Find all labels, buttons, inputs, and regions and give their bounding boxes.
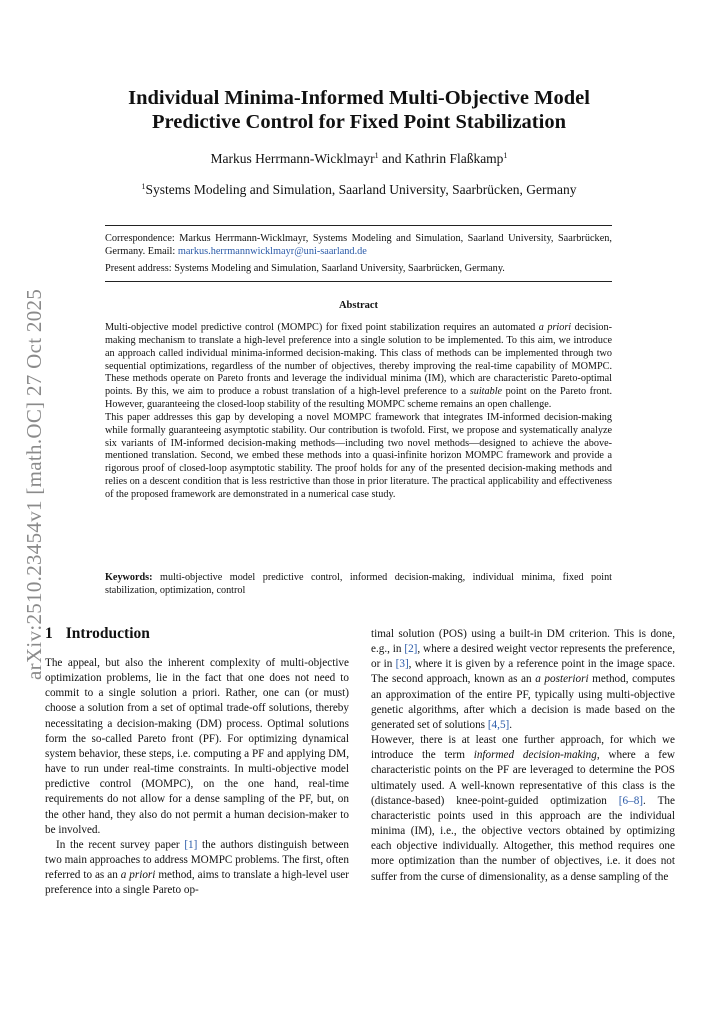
text-span: decision-making mechanism to translate a high-level preference into a single solution to be implemented. To this aim, we introduce an approach called individual minima-informed decision-making. This class of methods can be implemented through two sequential optimizations, regardless of the number of objectives, thereby improving the real-time capability of MOMPC. These methods operate on Pareto fronts and leverage the individual minima (IM), which are characteristic Pareto-optimal points. By this, we aim to produce a robust translation of a high-level preference to a [105,322,612,398]
right-column [371,627,675,885]
text-span: Multi-objective model predictive control (MOMPC) for fixed point stabilization requires an automated [105,322,539,333]
body-paragraph: The appeal, but also the inherent complexity of multi-objective optimization problems, lie in the fact that one does not need to commit to a single solution a priori. Rather, one can (or must) choose a solution from a set of optimal trade-off solutions, thereby necessitating a decision-making (DM) process. Optimal solutions form the so-called Pareto front (PF). For optimizing dynamical system behavior, these steps, i.e. computing a PF and applying DM, have to run under real-time constraints. In multi-objective model predictive control (MOMPC), on the one hand, real-time requirements do not allow for a dense sampling of the PF, but, on the other hand, they also do not permit a human decision-maker to be involved. [45,657,349,836]
citation-link[interactable]: [1] [184,838,198,851]
text-span: point on the Pareto front. However, guaranteeing the closed-loop stability of the resulting MOMPC scheme remains an open challenge. [105,386,612,411]
text-span: However, there is at least one further approach, for which we introduce the term [371,734,675,762]
citation-link[interactable]: 5] [499,718,510,731]
abstract-body [105,322,612,502]
top-rule [105,225,612,226]
keywords-text: multi-objective model predictive control, informed decision-making, individual minima, fixed point stabilization, optimization, control [105,572,612,596]
text-span: , where a desired weight vector represents the preference, or in [371,643,676,671]
paper-title: Individual Minima-Informed Multi-Objective Model Predictive Control for Fixed Point Stabilization [128,87,590,133]
citation-link[interactable]: [2] [404,643,418,656]
section-heading [45,625,150,643]
bottom-rule [105,281,612,282]
section-title: Introduction [65,625,150,642]
text-span: , where a few characteristic points on the PF are leveraged to determine the POS ultimately used. A well-known representative of this class is the (distance-based) knee-point-guided optimization [371,749,675,807]
affiliation-marker: 1 [374,151,379,160]
keywords [105,572,612,598]
author-list [100,151,618,167]
author-name: Markus Herrmann-Wicklmayr [210,151,375,166]
correspondence-block [105,232,612,258]
present-address: Present address: Systems Modeling and Simulation, Saarland University, Saarbrücken, Germany. [105,263,505,274]
body-paragraph [371,733,675,885]
correspondence-text: Correspondence: Markus Herrmann-Wicklmayr, Systems Modeling and Simulation, Saarland University, Saarbrücken, Germany. Email: [105,233,612,257]
citation-link[interactable]: [4, [487,718,500,731]
section-number: 1 [45,625,53,642]
emphasis: a priori [120,869,156,882]
text-span: , where it is given by a reference point in the image space. The second approach, known as an [371,658,675,686]
text-span: . [509,718,513,731]
affiliation [100,182,618,198]
text-span: method, aims to translate a high-level user preference into a single Pareto op- [45,869,349,897]
keywords-label: Keywords: [105,572,153,583]
affiliation-marker: 1 [503,151,508,160]
body-paragraph [45,838,349,899]
author-separator: and [378,151,405,166]
affiliation-text: Systems Modeling and Simulation, Saarland University, Saarbrücken, Germany [145,182,577,197]
abstract-heading: Abstract [338,300,379,311]
text-span: timal solution (POS) using a built-in DM criterion. This is done, e.g., in [371,628,675,656]
text-span: In the recent survey paper [56,838,185,851]
abstract-paragraph: This paper addresses this gap by developing a novel MOMPC framework that integrates IM-informed decision-making while formally guaranteeing asymptotic stability. Our contribution is twofold. First, we propose and systematically analyze six variants of IM-informed decision-making methods—including two novel methods—designed to achieve the above-mentioned translation. Second, we embed these methods into a quasi-infinite horizon MOMPC framework and provide a rigorous proof of closed-loop asymptotic stability. The proof holds for any of the presented decision-making methods and relies on a descent condition that is less restrictive than those in prior literature. The practical applicability and effectiveness of the proposed framework are demonstrated in a numerical case study. [105,411,612,500]
left-column [45,656,349,899]
emphasis: a priori [538,322,572,333]
affiliation-marker: 1 [141,182,146,191]
author-name: Kathrin Flaßkamp [404,151,504,166]
text-span: . The characteristic points used in this approach are the individual minima (IM), i.e., the objective vectors obtained by optimizing each objective individually. Altogether, this method requires one more optimization than the number of objectives, i.e. it does not suffer from the curse of dimensionality, as a dense sampling of the [371,794,675,883]
emphasis: suitable [469,386,503,398]
emphasis: informed decision-making [473,749,597,762]
text-span: the authors distinguish between two main approaches to address MOMPC problems. The first, often referred to as an [45,838,350,882]
citation-link[interactable]: [3] [395,658,409,671]
emphasis: a posteriori [535,673,589,686]
email-link[interactable]: markus.herrmannwicklmayr@uni-saarland.de [177,246,367,257]
text-span: method, computes an approximation of the entire PF, typically using multi-objective genetic algorithms, after which a decision is made based on the generated set of solutions [371,673,676,731]
citation-link[interactable]: [6–8] [618,794,644,807]
body-paragraph [371,627,675,733]
abstract-paragraph [105,322,612,412]
arxiv-identifier-stamp: arXiv:2510.23454v1 [math.OC] 27 Oct 2025 [22,288,46,680]
